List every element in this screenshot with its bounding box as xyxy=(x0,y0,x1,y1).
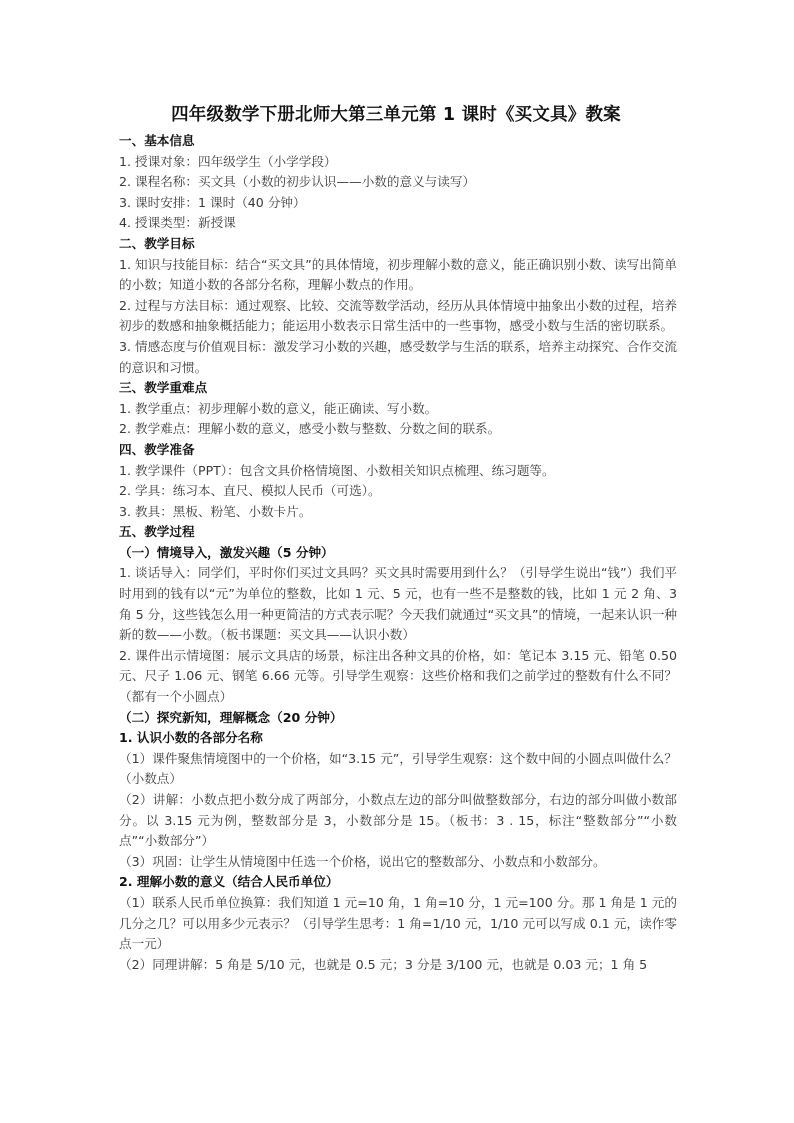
basic-info-item: 1. 授课对象：四年级学生（小学学段） xyxy=(119,153,337,169)
process-part2-sub2-item: （2）同理讲解：5 角是 5/10 元，也就是 0.5 元；3 分是 3/100 元，也就是 0.03 元；1 角 5 xyxy=(119,956,648,972)
section-heading-process: 五、教学过程 xyxy=(119,524,195,540)
objective-item: 1. 知识与技能目标：结合“买文具”的具体情境，初步理解小数的意义，能正确识别小数、读写出简单的小数；知道小数的各部分名称，理解小数点的作用。 xyxy=(119,256,678,293)
document-page xyxy=(119,102,677,975)
process-part1-item: 1. 谈话导入：同学们，平时你们买过文具吗？买文具时需要用到什么？（引导学生说出“钱”）我们平时用到的钱有以“元”为单位的整数，比如 1 元、5 元，也有一些不是整数的钱，比如 1 元 2 角、3 角 5 分，这些钱怎么用一种更简洁的方式表示呢？今天我们就通过“买文具”的情境，一起来认识一种新的数——小数。（板书课题：买文具——认识小数） xyxy=(119,565,678,643)
basic-info-item: 3. 课时安排：1 课时（40 分钟） xyxy=(119,194,306,210)
basic-info-item: 2. 课程名称：买文具（小数的初步认识——小数的意义与读写） xyxy=(119,174,476,190)
objective-item: 3. 情感态度与价值观目标：激发学习小数的兴趣，感受数学与生活的联系，培养主动探究、合作交流的意识和习惯。 xyxy=(119,338,677,375)
process-part1-heading: （一）情境导入，激发兴趣（5 分钟） xyxy=(119,544,334,560)
process-part2-sub1-item: （3）巩固：让学生从情境图中任选一个价格，说出它的整数部分、小数点和小数部分。 xyxy=(119,853,606,869)
process-part2-sub1-item: （1）课件聚焦情境图中的一个价格，如“3.15 元”，引导学生观察：这个数中间的小圆点叫做什么？（小数点） xyxy=(119,750,677,787)
process-part1-item: 2. 课件出示情境图：展示文具店的场景，标注出各种文具的价格，如：笔记本 3.15 元、铅笔 0.50 元、尺子 1.06 元、钢笔 6.66 元等。引导学生观察：这些价格和我们之前学过的整数有什么不同？（都有一个小圆点） xyxy=(119,647,677,705)
basic-info-item: 4. 授课类型：新授课 xyxy=(119,215,236,231)
section-heading-preparation: 四、教学准备 xyxy=(119,441,195,457)
preparation-item: 3. 教具：黑板、粉笔、小数卡片。 xyxy=(119,503,312,519)
objective-item: 2. 过程与方法目标：通过观察、比较、交流等数学活动，经历从具体情境中抽象出小数的过程，培养初步的数感和抽象概括能力；能运用小数表示日常生活中的一些事物，感受小数与生活的密切联系。 xyxy=(119,297,677,334)
section-heading-objectives: 二、教学目标 xyxy=(119,235,195,251)
process-part2-sub2-item: （1）联系人民币单位换算：我们知道 1 元=10 角，1 角=10 分，1 元=100 分。那 1 角是 1 元的几分之几？可以用多少元表示？（引导学生思考：1 角=1/10 元，1/10 元可以写成 0.1 元，读作零点一元） xyxy=(119,894,677,952)
preparation-item: 2. 学具：练习本、直尺、模拟人民币（可选）。 xyxy=(119,483,381,499)
process-part2-sub1-heading: 1. 认识小数的各部分名称 xyxy=(119,730,263,746)
preparation-item: 1. 教学课件（PPT）：包含文具价格情境图、小数相关知识点梳理、练习题等。 xyxy=(119,462,555,478)
section-heading-key-points: 三、教学重难点 xyxy=(119,380,208,396)
key-point-item: 1. 教学重点：初步理解小数的意义，能正确读、写小数。 xyxy=(119,400,438,416)
document-title: 四年级数学下册北师大第三单元第 1 课时《买文具》教案 xyxy=(171,105,621,125)
process-part2-sub2-heading: 2. 理解小数的意义（结合人民币单位） xyxy=(119,874,339,890)
key-point-item: 2. 教学难点：理解小数的意义，感受小数与整数、分数之间的联系。 xyxy=(119,421,501,437)
process-part2-heading: （二）探究新知，理解概念（20 分钟） xyxy=(119,709,343,725)
process-part2-sub1-item: （2）讲解：小数点把小数分成了两部分，小数点左边的部分叫做整数部分，右边的部分叫做小数部分。以 3.15 元为例，整数部分是 3，小数部分是 15。（板书：3 . 15，标注“整数部分”“小数点”“小数部分”） xyxy=(119,792,677,849)
section-heading-basic-info: 一、基本信息 xyxy=(119,133,195,148)
